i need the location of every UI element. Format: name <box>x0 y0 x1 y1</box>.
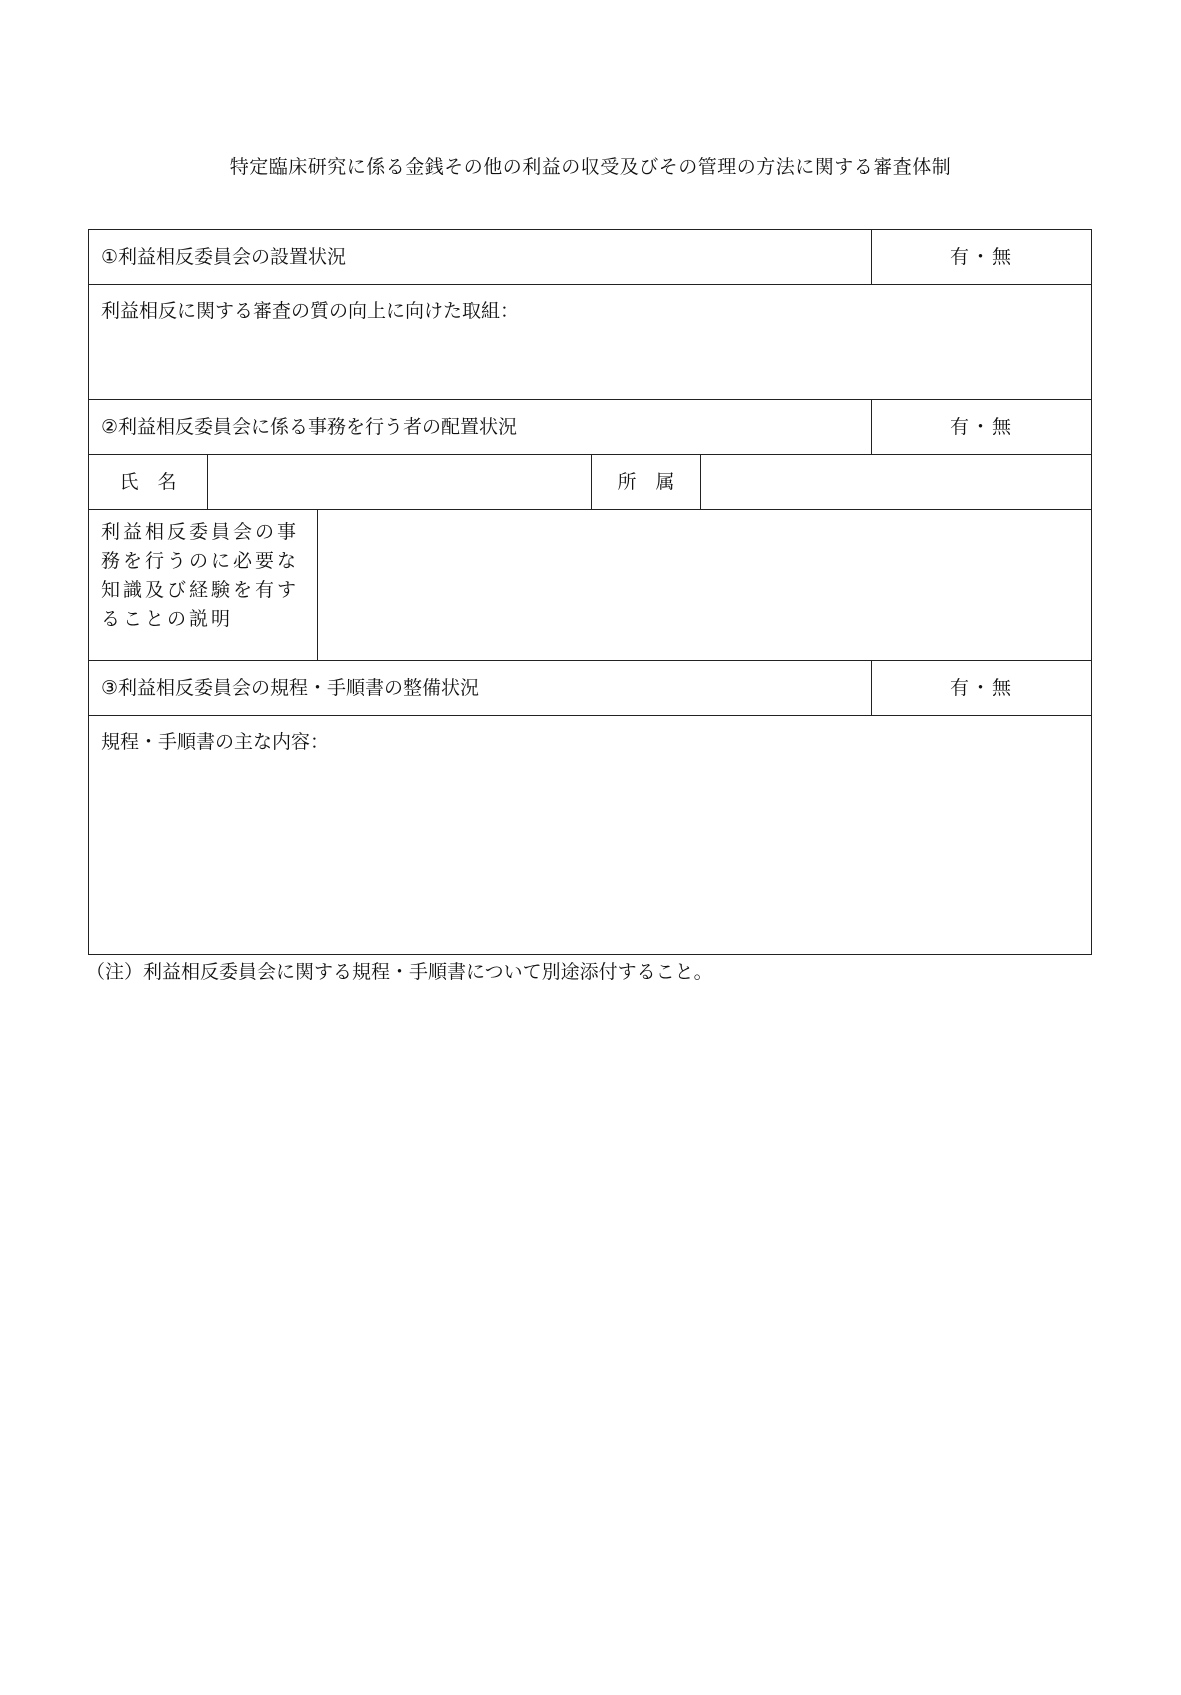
rules-field[interactable] <box>89 716 1091 954</box>
rules-label: 規程・手順書の主な内容： <box>101 731 330 753</box>
name-label: 氏 名 <box>89 455 208 509</box>
explanation-label: 利益相反委員会の事務を行うのに必要な知識及び経験を有することの説明 <box>89 510 318 660</box>
section2-label: ②利益相反委員会に係る事務を行う者の配置状況 <box>89 400 872 454</box>
section1-choice[interactable]: 有・無 <box>949 246 1013 268</box>
rules-row <box>89 716 1091 954</box>
section2-row <box>89 400 1091 455</box>
review-system-form <box>88 229 1092 955</box>
affiliation-field[interactable] <box>701 455 1091 509</box>
section1-label: ①利益相反委員会の設置状況 <box>89 230 872 284</box>
section3-choice[interactable]: 有・無 <box>949 677 1013 699</box>
explanation-row <box>89 510 1091 661</box>
page-title: 特定臨床研究に係る金銭その他の利益の収受及びその管理の方法に関する審査体制 <box>229 156 952 178</box>
quality-row <box>89 285 1091 400</box>
section3-row <box>89 661 1091 716</box>
section2-choice[interactable]: 有・無 <box>949 416 1013 438</box>
quality-label: 利益相反に関する審査の質の向上に向けた取組： <box>101 300 520 322</box>
name-field[interactable] <box>208 455 592 509</box>
section1-row <box>89 230 1091 285</box>
footnote: （注）利益相反委員会に関する規程・手順書について別途添付すること。 <box>86 961 713 983</box>
explanation-field[interactable] <box>318 510 1091 660</box>
affiliation-label: 所 属 <box>592 455 701 509</box>
staff-row <box>89 455 1091 510</box>
section3-label: ③利益相反委員会の規程・手順書の整備状況 <box>89 661 872 715</box>
quality-field[interactable] <box>89 285 1091 399</box>
